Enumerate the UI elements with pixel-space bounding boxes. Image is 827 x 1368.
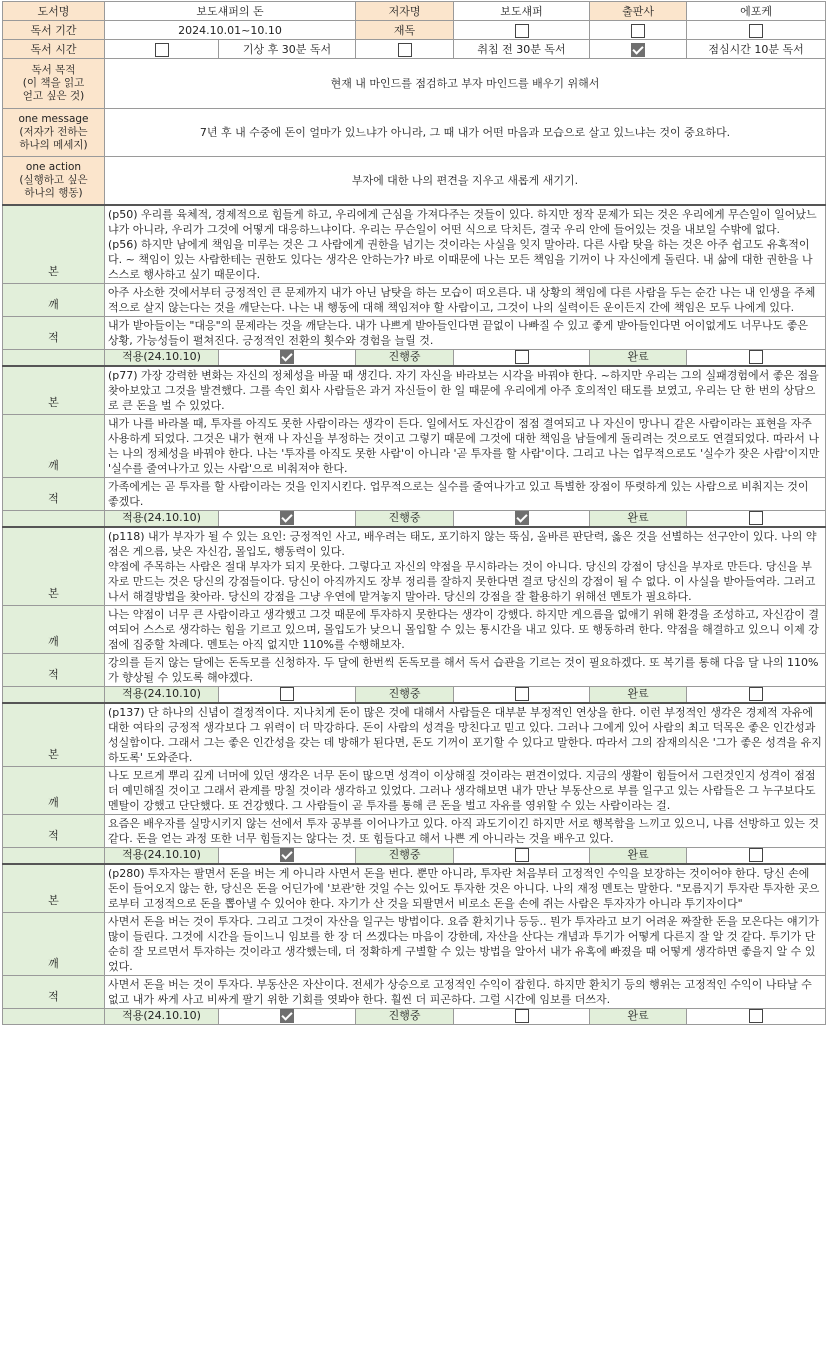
status-progress-label: 진행중 xyxy=(356,349,454,366)
section-bon-row xyxy=(3,864,826,913)
time-checkbox-lunch[interactable] xyxy=(631,43,645,57)
status-progress-checkbox[interactable] xyxy=(515,687,529,701)
status-apply-label: 적용(24.10.10) xyxy=(105,847,219,864)
status-done-label: 완료 xyxy=(590,349,687,366)
author-name: 보도섀퍼 xyxy=(454,2,590,21)
section-jeok-row xyxy=(3,477,826,510)
section-jeok-label: 적 xyxy=(3,814,105,847)
status-done-label: 완료 xyxy=(590,510,687,527)
one-action: 부자에 대한 나의 편견을 지우고 새롭게 새기기. xyxy=(105,157,826,205)
one-message: 7년 후 내 수중에 돈이 얼마가 있느냐가 아니라, 그 때 내가 어떤 마음과 모습으로 살고 있느냐는 것이 중요하다. xyxy=(105,109,826,157)
section-status-spacer xyxy=(3,847,105,864)
status-apply-label: 적용(24.10.10) xyxy=(105,1008,219,1024)
section-kkae-label: 깨 xyxy=(3,912,105,975)
status-apply-checkbox[interactable] xyxy=(280,350,294,364)
status-progress-checkbox[interactable] xyxy=(515,350,529,364)
section-bon-label: 본 xyxy=(3,703,105,767)
section-jeok-text: 요즘은 배우자를 실망시키지 않는 선에서 투자 공부를 이어나가고 있다. 아직 과도기이긴 하지만 서로 행복함을 느끼고 있으니, 나름 선방하고 있는 것 같다. 돈을 얻는 과정 또한 너무 힘들지는 않다는 것. 또 힘들다고 해서 나쁜 게 아니라는 것을 배우고 있다. xyxy=(105,814,826,847)
section-status-spacer xyxy=(3,510,105,527)
section-bon-text: (p118) 내가 부자가 될 수 있는 요인: 긍정적인 사고, 배우려는 태도, 포기하지 않는 뚝심, 올바른 판단력, 옳은 것을 선별하는 선구안이 있다. 나의 약점은 게으름, 낮은 자신감, 몰입도, 행동력이 있다. 약점에 주목하는 사람은 절대 부자가 되지 못한다. 그렇다고 자신의 약점을 무시하라는 것이 아니다. 당신의 강점이 당신을 부자로 만든다. 당신을 부자로 만드는 것은 당신의 강점들이다. 당신이 아직까지도 장부 정리를 잘하지 못한다면 결코 당신의 강점이 될 수 없다. 이 사실을 받아들여라. 그러고나서 해결방법을 찾아라. 당신의 강점을 그냥 우연에 맡겨놓지 말아라. 당신의 강점을 잘 활용하기 위해선 멘토가 필요하다. xyxy=(105,527,826,606)
status-apply-label: 적용(24.10.10) xyxy=(105,686,219,703)
status-progress-label: 진행중 xyxy=(356,510,454,527)
section-kkae-text: 사면서 돈을 버는 것이 투자다. 그리고 그것이 자산을 일구는 방법이다. 요즘 환치기나 등등.. 뭔가 투자라고 보기 어려운 짜잘한 돈을 모은다는 얘기가 많이 들린다. 그것에 시간을 들이느니 임보를 한 장 더 쓰겠다는 마음이 강한데, 자산을 산다는 개념과 투기가 어떻게 다른지 잘 알 것 같다. 투기가 단순히 잘 모르면서 투자하는 것이라고 생각했는데, 더 정확하게 구별할 수 있는 방법을 알아서 내가 유혹에 빠졌을 때 어떻게 생각하면 좋을지 알 수 있었다. xyxy=(105,912,826,975)
section-jeok-label: 적 xyxy=(3,477,105,510)
section-kkae-label: 깨 xyxy=(3,283,105,316)
status-done-label: 완료 xyxy=(590,1008,687,1024)
time-option-morning: 기상 후 30분 독서 xyxy=(219,40,356,59)
status-done-label: 완료 xyxy=(590,847,687,864)
section-kkae-text: 나는 약점이 너무 큰 사람이라고 생각했고 그것 때문에 투자하지 못한다는 생각이 강했다. 하지만 게으름을 없애기 위해 환경을 조성하고, 자신감이 결여되어 스스로 생각하는 힘을 기르고 있으며, 몰입도가 낮으니 몰입할 수 있는 통시간을 내고 있다. 또 행동하려 한다. 약점을 해결하고 있으니 이제 강점에 집중할 차례다. 멘토는 아직 없지만 110%를 수행해보자. xyxy=(105,605,826,653)
status-done-label: 완료 xyxy=(590,686,687,703)
message-label: one message (저자가 전하는 하나의 메세지) xyxy=(3,109,105,157)
action-label: one action (실행하고 싶은 하나의 행동) xyxy=(3,157,105,205)
status-progress-label: 진행중 xyxy=(356,847,454,864)
section-jeok-row xyxy=(3,653,826,686)
section-jeok-row xyxy=(3,316,826,349)
status-apply-checkbox[interactable] xyxy=(280,1009,294,1023)
section-status-spacer xyxy=(3,686,105,703)
status-progress-label: 진행중 xyxy=(356,1008,454,1024)
section-bon-text: (p280) 투자자는 팔면서 돈을 버는 게 아니라 사면서 돈을 번다. 뿐만 아니라, 투자란 처음부터 고정적인 수익을 보장하는 것이어야 한다. 당신 손에 돈이 들어오지 않는 한, 당신은 돈을 어딘가에 '보관'한 것일 수는 있어도 투자한 것은 아니다. 나의 재정 멘토는 말한다. "모름지기 투자란 투자한 곳으로부터 고정적으로 돈을 뽑아낼 수 있어야 한다. 자기가 산 것을 되팔면서 비로소 돈을 손에 쥐는 사람은 투자자가 아니라 투기자이다" xyxy=(105,864,826,913)
status-done-checkbox[interactable] xyxy=(749,511,763,525)
purpose-label: 독서 목적 (이 책을 읽고 얻고 싶은 것) xyxy=(3,59,105,109)
status-apply-checkbox[interactable] xyxy=(280,687,294,701)
section-status-row xyxy=(3,686,826,703)
section-jeok-text: 내가 받아들이는 "대응"의 문제라는 것을 깨닫는다. 내가 나쁘게 받아들인다면 끝없이 나빠질 수 있고 좋게 받아들인다면 어이없게도 너무나도 좋은 상황, 가능성들이 펼쳐진다. 긍정적인 전환의 횟수와 경험을 늘릴 것. xyxy=(105,316,826,349)
section-bon-row xyxy=(3,366,826,415)
extra-checkbox-1[interactable] xyxy=(631,24,645,38)
status-done-checkbox[interactable] xyxy=(749,1009,763,1023)
time-checkbox-morning[interactable] xyxy=(155,43,169,57)
section-kkae-text: 내가 나를 바라볼 때, 투자를 아직도 못한 사람이라는 생각이 든다. 일에서도 자신감이 점점 결여되고 나 자신이 망나니 같은 사람이라는 표현을 자주 사용하게 되었다. 그것은 내가 현재 나 자신을 부정하는 것이고 그렇기 때문에 그것에 대한 책임을 남들에게 돌리려는 것으로도 연결되었다. 따라서 나는 나의 정체성을 바꿔야 한다. 나는 '투자를 아직도 못한 사람'이 아니라 '곧 투자를 할 사람'이다. 그리고 나는 업무적으로도 '실수가 잦은 사람'이지만 '실수를 줄여나가고 있는 사람'으로 비춰져야 한다. xyxy=(105,414,826,477)
section-jeok-label: 적 xyxy=(3,653,105,686)
publisher-name: 에포케 xyxy=(687,2,826,21)
section-kkae-label: 깨 xyxy=(3,414,105,477)
status-apply-label: 적용(24.10.10) xyxy=(105,349,219,366)
section-bon-text: (p137) 단 하나의 신념이 결정적이다. 지나치게 돈이 많은 것에 대해서 사람들은 대부분 부정적인 연상을 한다. 이런 부정적인 생각은 경제적 자유에 대한 여타의 긍정적 생각보다 그 위력이 더 막강하다. 돈이 사람의 성격을 망친다고 믿고 있다. 그러나 그에게 있어 사람의 최고 덕목은 좋은 인간성과 성실함이다. 그래서 그는 좋은 인간성을 갖는 데 방해가 된다면, 돈도 기꺼이 포기할 수 있다고 말한다. 따라서 그의 잠재의식은 '그가 좋은 성격을 유지하도록' 도와준다. xyxy=(105,703,826,767)
section-jeok-text: 가족에게는 곧 투자를 할 사람이라는 것을 인지시킨다. 업무적으로는 실수를 줄여나가고 있고 특별한 장점이 뚜렷하게 있는 사람으로 비춰지는 것이 좋겠다. xyxy=(105,477,826,510)
section-kkae-label: 깨 xyxy=(3,605,105,653)
reread-label: 재독 xyxy=(356,21,454,40)
reread-checkbox[interactable] xyxy=(515,24,529,38)
section-jeok-row xyxy=(3,975,826,1008)
section-kkae-row xyxy=(3,766,826,814)
section-status-row xyxy=(3,847,826,864)
time-option-night: 취침 전 30분 독서 xyxy=(454,40,590,59)
time-checkbox-night[interactable] xyxy=(398,43,412,57)
time-option-lunch: 점심시간 10분 독서 xyxy=(687,40,826,59)
section-status-row xyxy=(3,349,826,366)
publisher-label: 출판사 xyxy=(590,2,687,21)
section-bon-row xyxy=(3,205,826,284)
reading-purpose: 현재 내 마인드를 점검하고 부자 마인드를 배우기 위해서 xyxy=(105,59,826,109)
section-bon-label: 본 xyxy=(3,205,105,284)
section-bon-label: 본 xyxy=(3,527,105,606)
status-done-checkbox[interactable] xyxy=(749,350,763,364)
section-status-row xyxy=(3,510,826,527)
status-apply-checkbox[interactable] xyxy=(280,848,294,862)
reading-period: 2024.10.01~10.10 xyxy=(105,21,356,40)
section-status-spacer xyxy=(3,349,105,366)
section-bon-text: (p50) 우리를 육체적, 경제적으로 힘들게 하고, 우리에게 근심을 가져다주는 것들이 있다. 하지만 정작 문제가 되는 것은 우리에게 무슨일이 일어났느냐가 아니라, 우리가 그것에 어떻게 대응하느냐이다. 우리는 무슨일이 어떤 식으로 닥치든, 결국 우리 안에 들어있는 것을 내보일 수밖에 없다. (p56) 하지만 남에게 책임을 미루는 것은 그 사람에게 권한을 넘기는 것이라는 사실을 잊지 말아라. 다른 사람 탓을 하는 것은 아주 쉽고도 유혹적이다. ~ 책임이 있는 사람한테는 권한도 있다는 생각은 안하는가? 바로 이때문에 나는 모든 책임을 기꺼이 나 자신에게 돌린다. 내 삶에 대한 권한을 나 스스로 행사하고 싶기 때문이다. xyxy=(105,205,826,284)
section-jeok-text: 사면서 돈을 버는 것이 투자다. 부동산은 자산이다. 전세가 상승으로 고정적인 수익이 잡힌다. 하지만 환치기 등의 행위는 고정적인 수익이 나타날 수 없고 내가 싸게 사고 비싸게 팔기 위한 기회를 엿봐야 한다. 훨씬 더 피곤하다. 그럴 시간에 임보를 더쓰자. xyxy=(105,975,826,1008)
section-bon-label: 본 xyxy=(3,864,105,913)
status-progress-checkbox[interactable] xyxy=(515,848,529,862)
section-kkae-row xyxy=(3,605,826,653)
author-label: 저자명 xyxy=(356,2,454,21)
section-kkae-text: 아주 사소한 것에서부터 긍정적인 큰 문제까지 내가 아닌 남탓을 하는 모습이 떠오른다. 내 상황의 책임에 다른 사람을 두는 순간 나는 내 인생을 주체적으로 살지 않는다는 것을 깨닫는다. 나는 내 행동에 대해 책임져야 할 사람이고, 그것이 나의 실력이든 운이든지 간에 책임은 모두 나에게 있다. xyxy=(105,283,826,316)
section-status-spacer xyxy=(3,1008,105,1024)
section-kkae-row xyxy=(3,414,826,477)
section-kkae-text: 나도 모르게 뿌리 깊게 너머에 있던 생각은 너무 돈이 많으면 성격이 이상해질 것이라는 편견이었다. 지금의 생활이 힘들어서 그런것인지 성격이 점점 더 예민해질 것이고 그래서 관계를 망칠 것이라 생각하고 있었다. 그러나 생각해보면 내가 만난 부동산으로 부를 일구고 있는 사람들은 그 누구보다도 멘탈이 강했고 단단했다. 또 건강했다. 그 사람들이 곧 투자를 통해 큰 돈을 벌고 자유를 영위할 수 있는 사람이라는 걸. xyxy=(105,766,826,814)
status-apply-checkbox[interactable] xyxy=(280,511,294,525)
section-status-row xyxy=(3,1008,826,1024)
status-progress-checkbox[interactable] xyxy=(515,1009,529,1023)
section-jeok-text: 강의를 듣지 않는 달에는 돈독모를 신청하자. 두 달에 한번씩 돈독모를 해서 독서 습관을 기르는 것이 필요하겠다. 또 복기를 통해 다음 달 나의 110%가 향상될 수 있도록 해야겠다. xyxy=(105,653,826,686)
status-progress-label: 진행중 xyxy=(356,686,454,703)
status-done-checkbox[interactable] xyxy=(749,848,763,862)
extra-checkbox-2[interactable] xyxy=(749,24,763,38)
section-bon-row xyxy=(3,527,826,606)
reading-record-table xyxy=(2,1,826,1025)
section-jeok-row xyxy=(3,814,826,847)
section-bon-text: (p77) 가장 강력한 변화는 자신의 정체성을 바꿀 때 생긴다. 자기 자신을 바라보는 시각을 바꿔야 한다. ~하지만 우리는 그의 실패경험에서 좋은 점을 찾아보았고 그것을 발견했다. 그를 속인 회사 사람들은 과거 자신들이 한 일 때문에 우리에게 아주 호의적인 태도를 보였고, 우리는 단 한 번의 상담으로 큰 돈을 벌 수 있었다. xyxy=(105,366,826,415)
status-done-checkbox[interactable] xyxy=(749,687,763,701)
section-kkae-label: 깨 xyxy=(3,766,105,814)
title-label: 도서명 xyxy=(3,2,105,21)
book-title: 보도섀퍼의 돈 xyxy=(105,2,356,21)
section-jeok-label: 적 xyxy=(3,975,105,1008)
status-progress-checkbox[interactable] xyxy=(515,511,529,525)
section-kkae-row xyxy=(3,912,826,975)
status-apply-label: 적용(24.10.10) xyxy=(105,510,219,527)
period-label: 독서 기간 xyxy=(3,21,105,40)
section-jeok-label: 적 xyxy=(3,316,105,349)
section-bon-label: 본 xyxy=(3,366,105,415)
section-kkae-row xyxy=(3,283,826,316)
time-label: 독서 시간 xyxy=(3,40,105,59)
section-bon-row xyxy=(3,703,826,767)
